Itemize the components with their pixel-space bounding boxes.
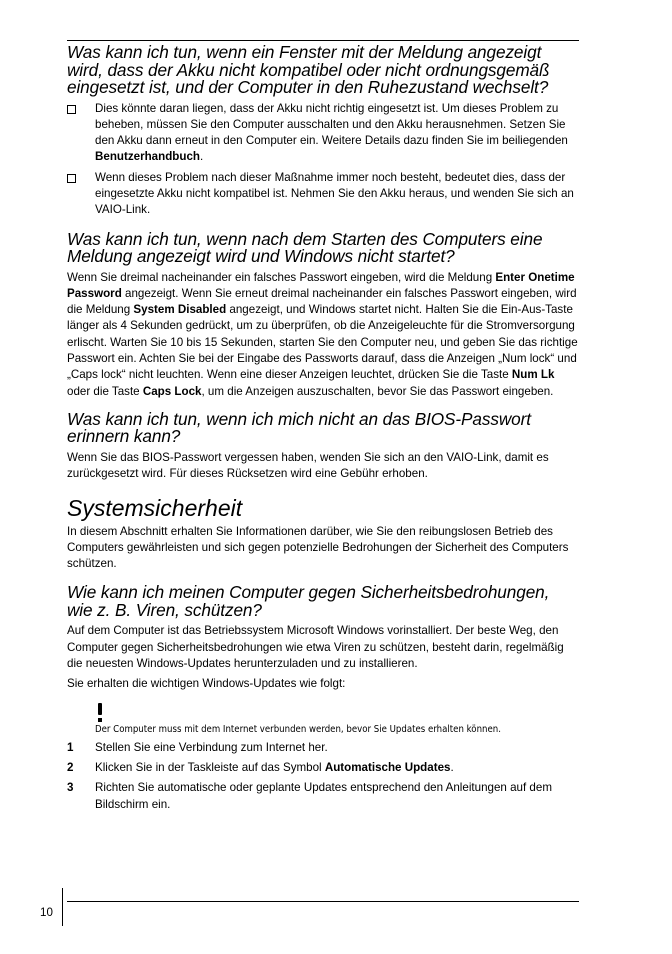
footer-divider-vertical <box>62 888 63 926</box>
link-benutzerhandbuch: Benutzerhandbuch <box>95 150 200 164</box>
page-number: 10 <box>40 906 53 919</box>
heading-viren: Wie kann ich meinen Computer gegen Sicherheitsbedrohungen, wie z. B. Viren, schützen? <box>67 582 550 620</box>
step-item: 2 Klicken Sie in der Taskleiste auf das Symbol Automatische Updates. <box>67 760 454 774</box>
list-item: Wenn dieses Problem nach dieser Maßnahme immer noch besteht, bedeutet dies, dass der eingesetzte Akku nicht kompatibel ist. Nehmen Sie den Akku heraus, und wenden Sie sich an VAIO-Link. <box>67 170 579 219</box>
paragraph-updates-intro: Sie erhalten die wichtigen Windows-Updates wie folgt: <box>67 677 346 691</box>
paragraph-windows: Wenn Sie dreimal nacheinander ein falsches Passwort eingeben, wird die Meldung Enter Onetime Password angezeigt. Wenn Sie erneut dreimal nacheinander ein falsches Passwort eingeben, wird die Meldung System Disabled angezeigt, und Windows startet nicht. Halten Sie die Ein-Aus-Taste länger als 4 Sekunden gedrückt, um zu überprüfen, ob die Anzeigeleuchte für die Stromversorgung erlischt. Warten Sie 10 bis 15 Sekunden, starten Sie den Computer neu, und geben Sie das richtige Passwort ein. Achten Sie bei der Eingabe des Passworts darauf, dass die Anzeigen „Num lock“ und „Caps lock“ nicht leuchten. Wenn eine dieser Anzeigen leuchtet, drücken Sie die Taste Num Lk oder die Taste Caps Lock, um die Anzeigen auszuschalten, bevor Sie das Passwort eingeben. <box>67 270 578 398</box>
footer-rule <box>67 901 579 902</box>
heading-windows: Was kann ich tun, wenn nach dem Starten des Computers eine Meldung angezeigt wird und Windows nicht startet? <box>67 228 543 267</box>
paragraph-bios: Wenn Sie das BIOS-Passwort vergessen haben, wenden Sie sich an den VAIO-Link, damit es zurückgesetzt wird. Für dieses Rücksetzen wird eine Gebühr erhoben. <box>67 450 549 481</box>
exclamation-note-icon <box>95 703 105 723</box>
note-box <box>95 703 579 736</box>
paragraph-security-intro: In diesem Abschnitt erhalten Sie Informationen darüber, wie Sie den reibungslosen Betrieb des Computers gewährleisten und sich gegen potenzielle Bedrohungen der Sicherheit des Computers schützen. <box>67 524 569 571</box>
section-title: Systemsicherheit <box>67 494 243 521</box>
list-item: Dies könnte daran liegen, dass der Akku nicht richtig eingesetzt ist. Um dieses Problem zu beheben, müssen Sie den Computer ausschalten und den Akku herausnehmen. Setzen Sie den Akku dann erneut in den Computer ein. Weitere Details dazu finden Sie im beiliegenden Benutzerhandbuch. <box>67 101 579 166</box>
heading-bios: Was kann ich tun, wenn ich mich nicht an das BIOS-Passwort erinnern kann? <box>67 408 531 447</box>
paragraph-viren: Auf dem Computer ist das Betriebssystem Microsoft Windows vorinstalliert. Der beste Weg, den Computer gegen Sicherheitsbedrohungen wie etwa Viren zu schützen, besteht darin, regelmäßig die neuesten Windows-Updates herunterzuladen und zu installieren. <box>67 624 564 671</box>
step-item: 1 Stellen Sie eine Verbindung zum Internet her. <box>67 740 328 754</box>
heading-akku: Was kann ich tun, wenn ein Fenster mit der Meldung angezeigt wird, dass der Akku nicht kompatibel oder nicht ordnungsgemäß eingesetzt ist, und der Computer in den Ruhezustand wechselt? <box>67 42 550 97</box>
page-content <box>67 44 579 817</box>
top-rule <box>67 40 579 41</box>
checkbox-bullet-icon <box>67 105 76 114</box>
checkbox-bullet-icon <box>67 174 76 183</box>
step-item: 3 Richten Sie automatische oder geplante Updates entsprechend den Anleitungen auf dem Bildschirm ein. <box>67 781 552 811</box>
note-text: Der Computer muss mit dem Internet verbunden werden, bevor Sie Updates erhalten können. <box>95 723 501 735</box>
